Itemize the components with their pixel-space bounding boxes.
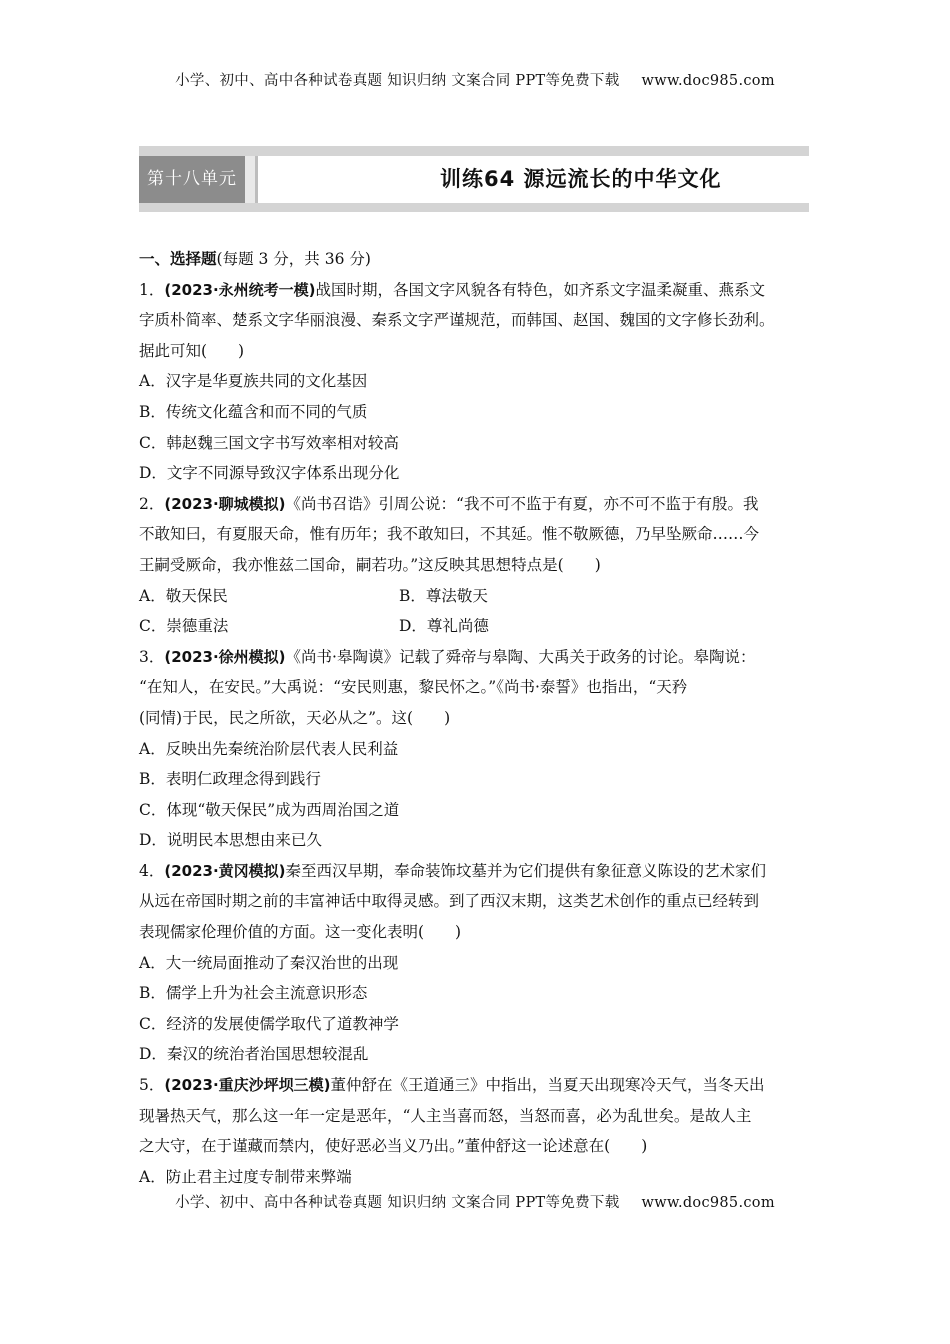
option-c: C．崇德重法 <box>139 617 229 636</box>
option-b: B．儒学上升为社会主流意识形态 <box>139 984 368 1003</box>
section-note: (每题 3 分，共 36 分) <box>216 250 371 268</box>
option-d: D．说明民本思想由来已久 <box>139 831 322 850</box>
question-number: 5． <box>139 1076 165 1095</box>
section-heading <box>139 244 824 275</box>
footer-text: 小学、初中、高中各种试卷真题 知识归纳 文案合同 PPT等免费下载 <box>175 1195 620 1211</box>
header-text: 小学、初中、高中各种试卷真题 知识归纳 文案合同 PPT等免费下载 <box>175 73 620 89</box>
question-text: 《尚书召诰》引周公说：“我不可不监于有夏，亦不可不监于有殷。我 <box>285 494 759 513</box>
option-c: C．韩赵魏三国文字书写效率相对较高 <box>139 433 399 452</box>
question-text: 战国时期，各国文字风貌各有特色，如齐系文字温柔凝重、燕系文 <box>315 280 766 299</box>
page-title: 训练64 源远流长的中华文化 <box>440 167 722 191</box>
question-number: 2． <box>139 494 165 513</box>
footer-site-link[interactable]: www.doc985.com <box>641 1195 775 1211</box>
question-text: 董仲舒在《王道通三》中指出，当夏天出现寒冷天气，当冬天出 <box>330 1076 765 1095</box>
option-c: C．体现“敬天保民”成为西周治国之道 <box>139 800 400 819</box>
question-text: 字质朴简率、楚系文字华丽浪漫、秦系文字严谨规范，而韩国、赵国、魏国的文字修长劲利。 <box>139 311 775 330</box>
question-1 <box>139 275 824 489</box>
option-a: A．汉字是华夏族共同的文化基因 <box>139 372 368 391</box>
question-text: 《尚书·皋陶谟》记载了舜帝与皋陶、大禹关于政务的讨论。皋陶说： <box>285 647 756 666</box>
question-text: “在知人，在安民。”大禹说：“安民则惠，黎民怀之。”《尚书·泰誓》也指出，“天矜 <box>139 678 688 697</box>
question-text: 秦至西汉早期，奉命装饰坟墓并为它们提供有象征意义陈设的艺术家们 <box>285 861 767 880</box>
question-text: 据此可知( ) <box>139 341 245 360</box>
header-site-link[interactable]: www.doc985.com <box>641 73 775 89</box>
page-header <box>0 69 950 90</box>
question-number: 3． <box>139 647 165 666</box>
question-content <box>139 244 824 1192</box>
option-d: D．秦汉的统治者治国思想较混乱 <box>139 1045 369 1064</box>
question-text: 从远在帝国时期之前的丰富神话中取得灵感。到了西汉末期，这类艺术创作的重点已经转到 <box>139 892 760 911</box>
unit-banner <box>139 146 809 212</box>
option-a: A．反映出先秦统治阶层代表人民利益 <box>139 739 399 758</box>
page-footer <box>0 1191 950 1212</box>
question-number: 1． <box>139 280 165 299</box>
question-2 <box>139 489 824 642</box>
option-c: C．经济的发展使儒学取代了道教神学 <box>139 1014 399 1033</box>
question-source: (2023·重庆沙坪坝三模) <box>164 1076 331 1095</box>
option-d: D．文字不同源导致汉字体系出现分化 <box>139 464 400 483</box>
question-text: 表现儒家伦理价值的方面。这一变化表明( ) <box>139 923 462 942</box>
question-source: (2023·黄冈模拟) <box>164 861 286 880</box>
option-b: B．表明仁政理念得到践行 <box>139 770 321 789</box>
question-source: (2023·徐州模拟) <box>164 647 286 666</box>
question-5 <box>139 1070 824 1192</box>
option-b: B．尊法敬天 <box>399 586 488 605</box>
option-d: D．尊礼尚德 <box>399 617 489 636</box>
question-text: 现暑热天气，那么这一年一定是恶年，“人主当喜而怒，当怒而喜，必为乱世矣。是故人主 <box>139 1106 752 1125</box>
section-title: 一、选择题 <box>139 250 217 268</box>
question-source: (2023·永州统考一模) <box>164 280 316 299</box>
option-b: B．传统文化蕴含和而不同的气质 <box>139 402 368 421</box>
question-text: 之大守，在于谨藏而禁内，使好恶必当义乃出。”董仲舒这一论述意在( ) <box>139 1137 648 1156</box>
option-a: A．敬天保民 <box>139 586 228 605</box>
question-source: (2023·聊城模拟) <box>164 494 286 513</box>
question-text: 王嗣受厥命，我亦惟兹二国命，嗣若功。”这反映其思想特点是( ) <box>139 555 601 574</box>
question-3 <box>139 642 824 856</box>
option-a: A．防止君主过度专制带来弊端 <box>139 1167 352 1186</box>
question-number: 4． <box>139 861 165 880</box>
question-4 <box>139 856 824 1070</box>
question-text: 不敢知曰，有夏服天命，惟有历年；我不敢知曰，不其延。惟不敬厥德，乃早坠厥命……今 <box>139 525 760 544</box>
unit-label: 第十八单元 <box>139 156 245 203</box>
option-a: A．大一统局面推动了秦汉治世的出现 <box>139 953 399 972</box>
question-text: (同情)于民，民之所欲，天必从之”。这( ) <box>139 708 451 727</box>
